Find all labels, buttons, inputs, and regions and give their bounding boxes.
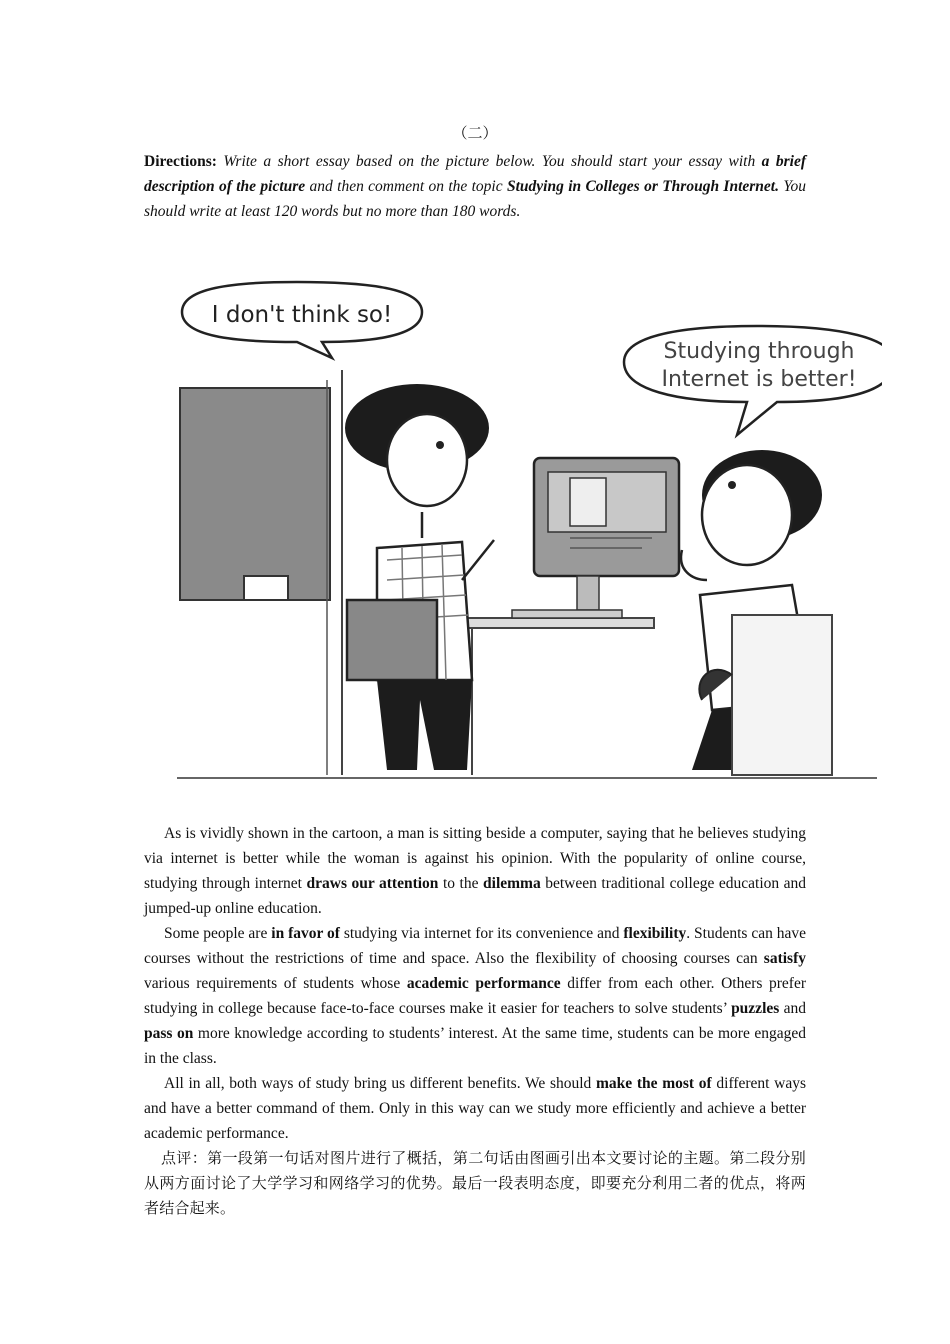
p1-bold-2: dilemma <box>483 875 541 892</box>
directions-bold2: Studying in Colleges or Through Internet. <box>506 178 779 195</box>
p1-bold-1: draws our attention <box>306 875 439 892</box>
directions-block <box>144 122 806 224</box>
p2-text-3: . Students can have courses without the restrictions of time and space. Also the flexibility of choosing courses can <box>144 925 806 967</box>
directions-text <box>144 149 806 224</box>
bubble-right-line1: Studying through <box>663 339 855 364</box>
desk <box>464 618 654 775</box>
essay-paragraph-2 <box>144 921 806 1071</box>
p2-text-6: and <box>783 1000 806 1017</box>
p2-bold-5: puzzles <box>731 1000 780 1017</box>
p2-bold-6: pass on <box>144 1025 194 1042</box>
p2-text-4: various requirements of students whose <box>144 975 401 992</box>
p3-bold-1: make the most of <box>596 1075 712 1092</box>
p2-bold-2: flexibility <box>623 925 687 942</box>
speech-bubble-right <box>624 326 882 435</box>
p2-text-2: studying via internet for its convenience and <box>343 925 620 942</box>
p2-bold-4: academic performance <box>406 975 561 992</box>
essay-paragraph-1 <box>144 821 806 921</box>
directions-label: Directions: <box>144 153 217 170</box>
p1-text-3: between traditional college education and jumped-up online education. <box>144 875 807 917</box>
p1-text-1: As is vividly shown in the cartoon, a man is sitting beside a computer, saying that he believes studying via internet is better while the woman is against his opinion. With the popularity of online course, studying through internet <box>144 825 806 892</box>
p3-text-1: All in all, both ways of study bring us different benefits. We should <box>164 1075 592 1092</box>
speech-bubble-left <box>182 282 422 358</box>
p3-text-2: different ways and have a better command of them. Only in this way can we study more efficiently and achieve a better academic performance. <box>144 1075 807 1142</box>
section-heading: （二） <box>452 126 498 142</box>
p2-text-1: Some people are <box>164 925 268 942</box>
computer-monitor <box>512 458 679 618</box>
essay-paragraph-3 <box>144 1071 806 1146</box>
window-panel <box>180 370 342 775</box>
directions-bold1: a brief description of the picture <box>144 153 806 195</box>
p1-text-2: to the <box>442 875 479 892</box>
directions-seg2: and then comment on the topic <box>309 178 503 195</box>
essay-body <box>144 821 806 1221</box>
p2-text-7: more knowledge according to students’ interest. At the same time, students can be more engaged in the class. <box>144 1025 807 1067</box>
commentary-paragraph: 点评：第一段第一句话对图片进行了概括，第二句话由图画引出本文要讨论的主题。第二段分别从两方面讨论了大学学习和网络学习的优势。最后一段表明态度，即要充分利用二者的优点，将两者结合起来。 <box>144 1149 806 1217</box>
bubble-left-text: I don't think so! <box>211 302 393 328</box>
p2-text-5: differ from each other. Others prefer studying in college because face-to-face courses make it easier for teachers to solve students’ <box>144 975 806 1017</box>
directions-seg3: You should write at least 120 words but no more than 180 words. <box>144 178 807 220</box>
p2-bold-1: in favor of <box>271 925 340 942</box>
bubble-right-line2: Internet is better! <box>661 367 857 392</box>
cartoon-illustration <box>172 280 882 800</box>
man-figure <box>681 450 832 775</box>
directions-seg1: Write a short essay based on the picture below. You should start your essay with <box>223 153 756 170</box>
p2-bold-3: satisfy <box>763 950 806 967</box>
